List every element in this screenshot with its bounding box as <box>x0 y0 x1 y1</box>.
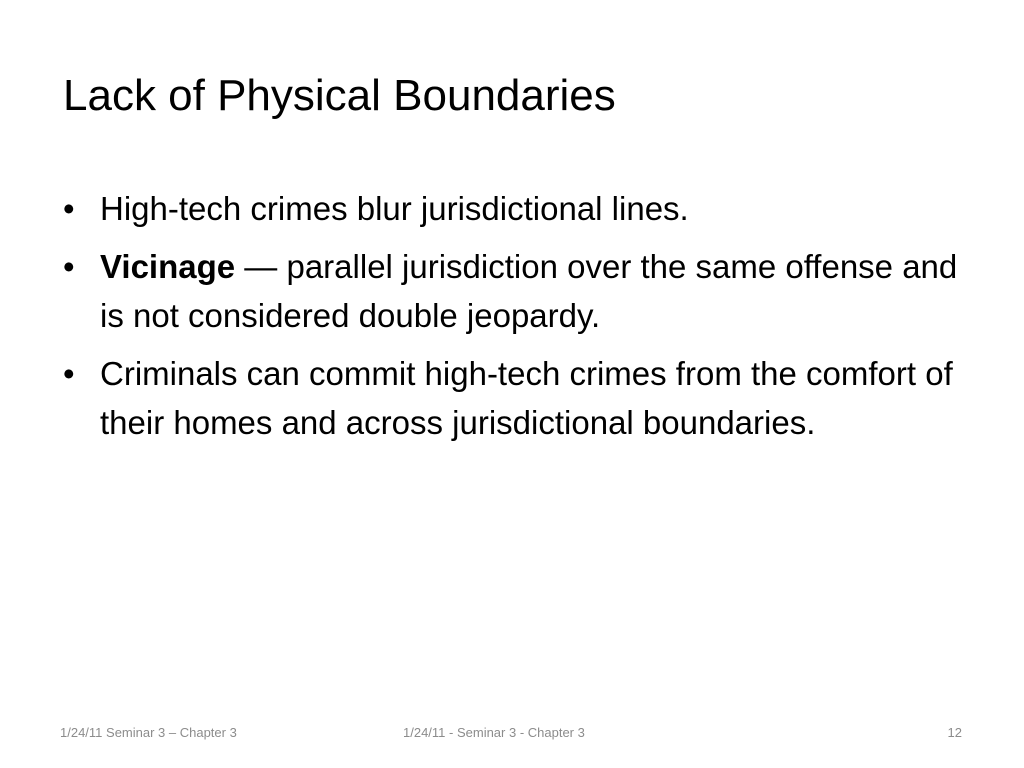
bullet-list <box>63 184 963 456</box>
bullet-icon: • <box>63 190 75 227</box>
slide-number: 12 <box>947 725 962 740</box>
footer-date-left: 1/24/11 Seminar 3 – Chapter 3 <box>60 725 237 740</box>
bullet-text: Criminals can commit high-tech crimes from the comfort of their homes and across jurisdictional boundaries. <box>100 355 953 441</box>
bullet-item <box>63 349 963 447</box>
slide-title: Lack of Physical Boundaries <box>63 71 616 120</box>
bullet-term: Vicinage <box>100 248 236 285</box>
bullet-item <box>63 242 963 340</box>
footer-center-text: 1/24/11 - Seminar 3 - Chapter 3 <box>403 725 585 740</box>
bullet-icon: • <box>63 248 75 285</box>
bullet-text: — parallel jurisdiction over the same offense and is not considered double jeopardy. <box>100 248 958 334</box>
bullet-icon: • <box>63 355 75 392</box>
bullet-text: High-tech crimes blur jurisdictional lines. <box>100 190 689 227</box>
bullet-item <box>63 184 963 233</box>
